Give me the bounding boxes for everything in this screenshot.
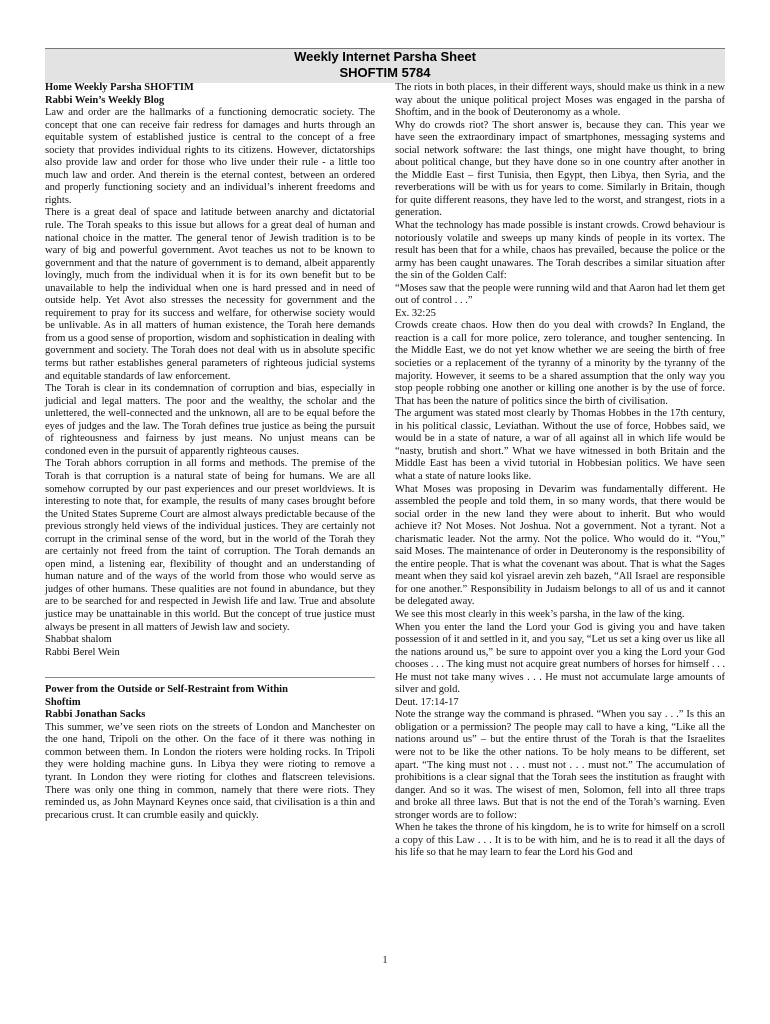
section-divider xyxy=(45,677,375,678)
quote: When he takes the throne of his kingdom, he is to write for himself on a scroll a copy of this Law . . . It is to be with him, and he is to read it all the days of his life so that he may learn to fear the Lord his God and xyxy=(395,822,725,859)
sheet-header xyxy=(45,48,725,83)
paragraph: We see this most clearly in this week’s parsha, in the law of the king. xyxy=(395,608,685,620)
article-title: Power from the Outside or Self-Restraint from Within xyxy=(45,684,288,696)
right-column xyxy=(395,82,725,860)
citation: Ex. 32:25 xyxy=(395,307,436,319)
citation: Deut. 17:14-17 xyxy=(395,696,459,708)
quote: “Moses saw that the people were running wild and that Aaron had let them get out of control . . .” xyxy=(395,282,725,307)
paragraph: This summer, we’ve seen riots on the streets of London and Manchester on the one hand, Tripoli on the other. On the face of it there was nothing in common between them. In London the rioters were holding rocks. In Tripoli they were holding machine guns. In Libya they were rioting to remove a tyrant. In London they were rioting for clothes and flatscreen televisions. There was only one thing in common, namely that there were riots. They reminded us, as John Maynard Keynes once said, that civilisation is a thin and precarious crust. It can crumble easily and quickly. xyxy=(45,721,375,821)
article-author: Rabbi Jonathan Sacks xyxy=(45,709,146,721)
article-title: Home Weekly Parsha SHOFTIM xyxy=(45,82,194,93)
author-signature: Rabbi Berel Wein xyxy=(45,646,120,658)
article-subtitle: Shoftim xyxy=(45,696,81,708)
paragraph: Note the strange way the command is phrased. “When you say . . .” Is this an obligation or a permission? The people may call to have a king, “Like all the nations around us” – but the entire thrust of the Torah is that the Israelites were not to be like the other nations. To be holy means to be different, set apart. “The king must not . . . must not . . . must not.” The accumulation of prohibitions is a clear signal that the Torah sees the institution as fraught with danger. And so it was. The wisest of men, Solomon, fell into all three traps and broke all three laws. But that is not the end of the Torah’s warning. Even stronger words are to follow: xyxy=(395,709,725,821)
paragraph: The riots in both places, in their different ways, should make us think in a new way about the unique political project Moses was engaged in the parsha of Shoftim, and in the book of Deuteronomy as a whole. xyxy=(395,82,725,119)
closing-greeting: Shabbat shalom xyxy=(45,634,112,646)
left-column xyxy=(45,82,375,822)
paragraph: The Torah is clear in its condemnation of corruption and bias, especially in judicial and legal matters. The poor and the wealthy, the scholar and the unlettered, the well-connected and the unknown, all are to be equal before the eyes of judges and the law. The Torah defines true justice as being the pursuit of righteousness and fairness by just means. No unjust means can be condoned even in the pursuit of apparently righteous causes. xyxy=(45,383,375,457)
paragraph: Why do crowds riot? The short answer is, because they can. This year we have seen the extraordinary impact of smartphones, messaging systems and social network software: the last things, one might have thought, to bring about political change, but they have done so in one country after another in the Middle East – first Tunisia, then Egypt, then Libya, then Syria, and the reverberations will be with us for years to come. Similarly in Britain, though for quite different reasons, they have led to the worst, and strangest, riots in a generation. xyxy=(395,119,725,219)
paragraph: Crowds create chaos. How then do you deal with crowds? In England, the reaction is a call for more police, zero tolerance, and tougher sentencing. In the Middle East, we do not yet know whether we are seeing the birth of free societies or a replacement of the tyranny of a minority by the tyranny of the majority. However, it seems to be a shared assumption that the only way you stop people robbing one another or killing one another is by the use of force. That has been the nature of politics since the birth of civilisation. xyxy=(395,320,725,407)
paragraph: The argument was stated most clearly by Thomas Hobbes in the 17th century, in his political classic, Leviathan. Without the use of force, Hobbes said, we would be in a state of nature, a war of all against all in which life would be “nasty, brutish and short.” What we have witnessed in both Britain and the Middle East has been a vivid tutorial in Hobbesian politics. We have seen what a state of nature looks like. xyxy=(395,408,725,482)
paragraph: Law and order are the hallmarks of a functioning democratic society. The concept that one can receive fair redress for damages and hurts through an equitable system of established justice is central to the concept of a free society that provides individual rights to its citizens. However, dictatorships also provide law and order for those who live under their rule - a little too much law and order. And therein is the eternal contest, between an ordered and properly functioning society and an individual’s inherent freedoms and rights. xyxy=(45,107,375,206)
paragraph: What the technology has made possible is instant crowds. Crowd behaviour is notoriously volatile and sweeps up many kinds of people in its vortex. The result has been that for a while, chaos has prevailed, because the police or the army has been caught unawares. The Torah describes a similar situation after the sin of the Golden Calf: xyxy=(395,220,725,282)
paragraph: There is a great deal of space and latitude between anarchy and dictatorial rule. The Torah speaks to this issue but allows for a great deal of human and national choice in the matter. The general tenor of Jewish tradition is to be wary of big and powerful government. Avot teaches us not to be known to government and that the nature of government is to demand, albeit apparently lovingly, much from the individual when it is for its own benefit but to be unavailable to help the individual when one is hard pressed and in need of outside help. Yet Avot also stresses the necessity for government and the requirement to pray for its success and welfare, for otherwise society would be unlivable. As in all matters of human existence, the Torah here demands from us a good sense of proportion, wisdom and sophistication in dealing with government and society. The Torah does not deal with us in absolute specific terms but rather establishes general parameters of righteous judicial systems and equitable standards of law enforcement. xyxy=(45,207,375,382)
parsha-title: SHOFTIM 5784 xyxy=(339,65,431,80)
blog-title: Rabbi Wein’s Weekly Blog xyxy=(45,94,165,106)
page-number: 1 xyxy=(382,955,388,966)
sheet-title: Weekly Internet Parsha Sheet xyxy=(294,49,476,64)
paragraph: What Moses was proposing in Devarim was fundamentally different. He assembled the people and told them, in so many words, that there would be social order in the new land they were about to inherit. But who would achieve it? Not Moses. Not Joshua. Not a government. Not a tyrant. Not a charismatic leader. Not the army. Not the police. Who would do it. “You,” said Moses. The maintenance of order in Deuteronomy is the responsibility of the entire people. That is what the covenant was about. That is what the Sages meant when they said kol yisrael arevin zeh bazeh, “All Israel are responsible for one another.” Responsibility in Judaism belongs to all of us and it cannot be delegated away. xyxy=(395,483,725,608)
paragraph: The Torah abhors corruption in all forms and methods. The premise of the Torah is that corruption is a natural state of being for humans. We are all somehow corrupted by our past experiences and our preset worldviews. It is interesting to note that, for example, the results of many cases brought before the United States Supreme Court are almost always predictable because of the previous strongly held views of the individual justices. They are certainly not corrupt in the criminal sense of the word, but in the world of the Torah they are certainly not freed from the taint of corruption. The Torah demands an open mind, a listening ear, flexibility of thought and an understanding of human nature and of the ways of the world from those who would serve as judges of other humans. These qualities are not found in abundance, but they are to be searched for and respected in Jewish life and law. True and absolute justice may be unattainable in this world. But the concept of true justice must always be present in all matters of Jewish law and society. xyxy=(45,458,375,633)
quote: When you enter the land the Lord your God is giving you and have taken possession of it and settled in it, and you say, “Let us set a king over us like all the nations around us,” be sure to appoint over you a king the Lord your God chooses . . . The king must not acquire great numbers of horses for himself . . . He must not take many wives . . . He must not accumulate large amounts of silver and gold. xyxy=(395,621,726,696)
